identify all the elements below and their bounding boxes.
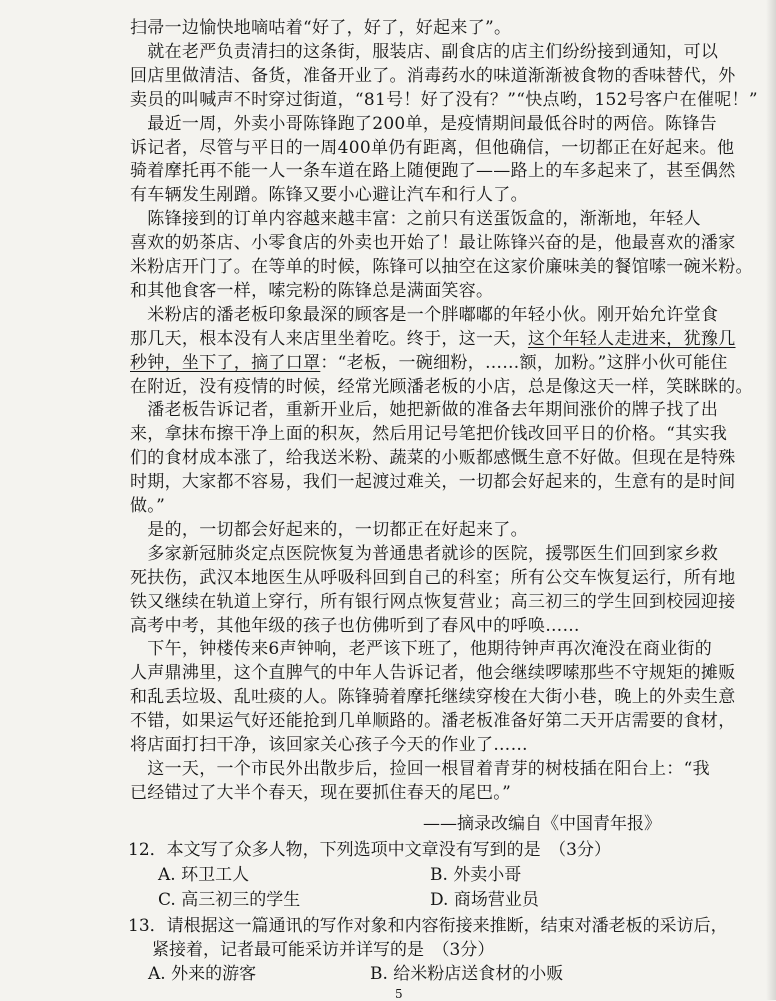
para-line: 回店里做清洁、备货，准备开业了。消毒药水的味道渐渐被食物的香味替代，外: [130, 65, 736, 86]
para-line: 这一天，一个市民外出散步后，捡回一根冒着青芽的树枝插在阳台上：“我: [130, 758, 710, 779]
para-line: 卖员的叫喊声不时穿过街道，“81号！好了没有？”“快点哟，152号客户在催呢！”: [130, 89, 758, 110]
source-citation: ——摘录改编自《中国青年报》: [423, 813, 661, 834]
underlined-sentence: 秒钟，坐下了，摘了口罩: [130, 352, 321, 373]
para-line: 陈锋接到的订单内容越来越丰富：之前只有送蛋饭盒的，渐渐地，年轻人: [130, 209, 701, 230]
para-line: 来，拿抹布擦干净上面的积灰，然后用记号笔把价钱改回平日的价格。“其实我: [130, 424, 728, 445]
para-line: 不错，如果运气好还能抢到几单顺路的。潘老板准备好第二天开店需要的食材，: [130, 711, 736, 732]
para-line: 和其他食客一样，嗦完粉的陈锋总是满面笑容。: [130, 280, 494, 301]
q12-option-c: C. 高三初三的学生: [158, 889, 301, 910]
para-line: 有车辆发生剐蹭。陈锋又要小心避让汽车和行人了。: [130, 185, 528, 206]
para-line: 时期，大家都不容易，我们一起渡过难关，一切都会好起来的，生意有的是时间: [130, 472, 736, 493]
para-line: 最近一周，外卖小哥陈锋跑了200单，是疫情期间最低谷时的两倍。陈锋告: [130, 113, 717, 134]
para-line: 就在老严负责清扫的这条街，服装店、副食店的店主们纷纷接到通知，可以: [130, 41, 719, 62]
para-line: 和乱丢垃圾、乱吐痰的人。陈锋骑着摩托继续穿梭在大街小巷，晚上的外卖生意: [130, 687, 736, 708]
para-line: 潘老板告诉记者，重新开业后，她把新做的准备去年期间涨价的牌子找了出: [130, 400, 719, 421]
para-line: 在附近，没有疫情的时候，经常光顾潘老板的小店，总是像这天一样，笑眯眯的。: [130, 376, 753, 397]
para-line: 高考中考，其他年级的孩子也仿佛听到了春风中的呼唤……: [130, 615, 580, 636]
para-line: 死扶伤，武汉本地医生从呼吸科回到自己的科室；所有公交车恢复运行，所有地: [130, 567, 736, 588]
para-line: 喜欢的奶茶店、小零食店的外卖也开始了！最让陈锋兴奋的是，他最喜欢的潘家: [130, 233, 736, 254]
text-run: ：“老板，一碗细粉，……额，加粉。”这胖小伙可能住: [320, 352, 728, 373]
para-line: 已经错过了大半个春天，现在要抓住春天的尾巴。”: [130, 782, 512, 803]
q13-option-a: A. 外来的游客: [148, 963, 257, 984]
scan-edge-shadow: [766, 0, 776, 1000]
q13-option-b: B. 给米粉店送食材的小贩: [370, 963, 564, 984]
question-12-stem: 12．本文写了众多人物，下列选项中文章没有写到的是 （3分）: [128, 839, 611, 860]
question-13-stem-line2: 紧接着，记者最可能采访并详写的是 （3分）: [152, 939, 495, 960]
para-line: 扫帚一边愉快地嘀咕着“好了，好了，好起来了”。: [130, 18, 512, 38]
para-line: 人声鼎沸里，这个直脾气的中年人告诉记者，他会继续啰嗦那些不守规矩的摊贩: [130, 663, 736, 684]
q12-option-d: D. 商场营业员: [430, 889, 539, 910]
para-line: [130, 328, 736, 349]
para-line: 骑着摩托再不能一人一条车道在路上随便跑了——路上的车多起来了，甚至偶然: [130, 161, 736, 182]
para-line: 诉记者，尽管与平日的一周400单仍有距离，但他确信，一切都正在好起来。他: [130, 137, 735, 158]
para-line: 铁又继续在轨道上穿行，所有银行网点恢复营业；高三初三的学生回到校园迎接: [130, 591, 736, 612]
para-line: 是的，一切都会好起来的，一切都正在好起来了。: [130, 519, 528, 540]
q12-option-b: B. 外卖小哥: [430, 864, 522, 885]
page-number: 5: [395, 986, 403, 1001]
para-line: 做。”: [130, 496, 166, 516]
para-line: 们的食材成本涨了，给我送米粉、蔬菜的小贩都感慨生意不好做。但现在是特殊: [130, 448, 736, 469]
underlined-sentence: 这个年轻人走进来，犹豫几: [527, 328, 736, 349]
para-line: 多家新冠肺炎定点医院恢复为普通患者就诊的医院，援鄂医生们回到家乡救: [130, 543, 719, 564]
para-line: 米粉店开门了。在等单的时候，陈锋可以抽空在这家价廉味美的餐馆嗦一碗米粉。: [130, 257, 753, 277]
q12-option-a: A. 环卫工人: [158, 864, 250, 885]
para-line: 米粉店的潘老板印象最深的顾客是一个胖嘟嘟的年轻小伙。刚开始允许堂食: [130, 304, 719, 325]
para-line: 将店面打扫干净，该回家关心孩子今天的作业了……: [130, 735, 528, 755]
question-13-stem-line1: 13．请根据这一篇通讯的写作对象和内容衔接来推断，结束对潘老板的采访后，: [128, 915, 728, 936]
para-line: 下午，钟楼传来6声钟响，老严该下班了，他期待钟声再次淹没在商业街的: [130, 639, 713, 660]
para-line: [130, 352, 728, 373]
text-run: 那几天，根本没有人来店里坐着吃。终于，这一天，: [130, 328, 528, 349]
